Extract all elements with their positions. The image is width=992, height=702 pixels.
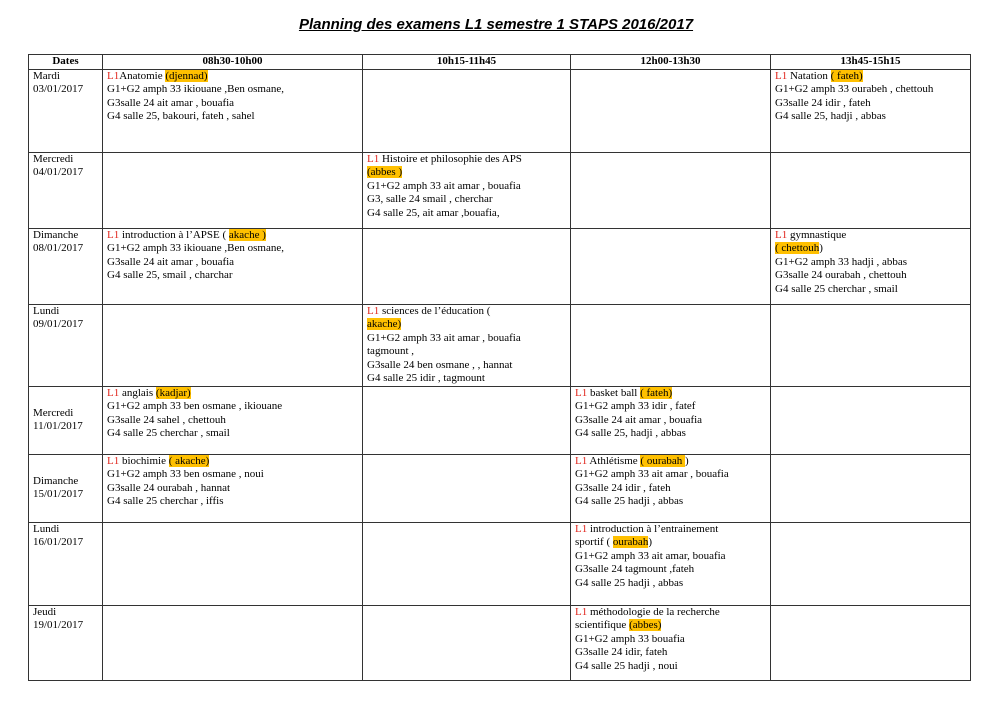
exam-cell-slot-3 bbox=[571, 304, 771, 386]
date-cell bbox=[29, 69, 103, 152]
teacher-wrap bbox=[156, 387, 191, 399]
table-row bbox=[29, 454, 971, 522]
exam-cell-slot-3 bbox=[571, 522, 771, 605]
day-label: Mardi bbox=[33, 69, 60, 82]
level-tag: L1 bbox=[775, 69, 788, 82]
group-assignment: G4 salle 25, ait amar ,bouafia, bbox=[367, 206, 500, 219]
date-cell bbox=[29, 605, 103, 680]
header-slot-3: 12h00-13h30 bbox=[571, 55, 771, 70]
table-row bbox=[29, 152, 971, 228]
date-cell bbox=[29, 454, 103, 522]
exam-cell-slot-2 bbox=[363, 605, 571, 680]
group-assignment: G1+G2 amph 33 ben osmane , ikiouane bbox=[107, 400, 283, 412]
teacher-name: ( chettouh bbox=[775, 242, 820, 254]
subject-name: Histoire et philosophie des APS bbox=[379, 152, 522, 165]
exam-subject bbox=[575, 606, 766, 620]
day-label: Mercredi bbox=[33, 152, 74, 165]
level-tag: L1 bbox=[575, 605, 588, 618]
level-tag: L1 bbox=[775, 228, 788, 241]
group-assignment: G4 salle 25 cherchar , smail bbox=[107, 427, 230, 439]
header-slot-4: 13h45-15h15 bbox=[771, 55, 971, 70]
exam-subject bbox=[107, 70, 358, 84]
teacher-name: (kadjar) bbox=[155, 386, 191, 399]
exam-cell-slot-1 bbox=[103, 304, 363, 386]
teacher-name: ourabah bbox=[612, 536, 649, 548]
level-tag: L1 bbox=[107, 386, 120, 399]
group-assignment: G4 salle 25, hadji , abbas bbox=[775, 110, 886, 122]
group-assignment: G4 salle 25 hadji , abbas bbox=[575, 576, 684, 589]
date-cell bbox=[29, 386, 103, 454]
exam-subject bbox=[367, 153, 566, 167]
teacher-name: (abbes ) bbox=[367, 166, 403, 178]
group-assignment: G3salle 24 ourabah , hannat bbox=[107, 481, 231, 494]
group-assignment: G4 salle 25 hadji , noui bbox=[575, 659, 678, 672]
exam-cell-slot-4 bbox=[771, 522, 971, 605]
day-label: Mercredi bbox=[33, 406, 74, 419]
date-label: 09/01/2017 bbox=[33, 318, 84, 330]
teacher-name: akache ) bbox=[228, 228, 266, 241]
date-label: 16/01/2017 bbox=[33, 536, 84, 548]
subject-name: introduction à l’entrainement bbox=[587, 522, 719, 535]
level-tag: L1 bbox=[107, 228, 120, 241]
subject-name-continued: sportif ( bbox=[575, 536, 613, 548]
exam-subject bbox=[107, 229, 358, 243]
date-label: 11/01/2017 bbox=[33, 420, 83, 432]
exam-subject bbox=[575, 455, 766, 469]
group-assignment: G4 salle 25, smail , charchar bbox=[107, 269, 233, 281]
exam-cell-slot-2 bbox=[363, 228, 571, 304]
teacher-wrap bbox=[367, 318, 401, 330]
exam-cell-slot-4 bbox=[771, 228, 971, 304]
page-title: Planning des examens L1 semestre 1 STAPS 2016/2017 bbox=[298, 16, 694, 33]
exam-cell-slot-1 bbox=[103, 522, 363, 605]
exam-subject bbox=[575, 387, 766, 401]
date-cell bbox=[29, 522, 103, 605]
date-cell bbox=[29, 304, 103, 386]
subject-name: gymnastique bbox=[787, 228, 847, 241]
teacher-suffix: ) bbox=[819, 242, 823, 254]
exam-teacher-line bbox=[367, 166, 566, 180]
level-tag: L1 bbox=[575, 386, 588, 399]
group-assignment: G1+G2 amph 33 ben osmane , noui bbox=[107, 468, 264, 480]
subject-name: Athlétisme bbox=[587, 454, 641, 467]
exam-cell-slot-2 bbox=[363, 152, 571, 228]
header-slot-1: 08h30-10h00 bbox=[103, 55, 363, 70]
exam-cell-slot-2 bbox=[363, 454, 571, 522]
teacher-name: (djennad) bbox=[165, 69, 208, 82]
teacher-wrap bbox=[640, 387, 672, 399]
exam-subject bbox=[775, 229, 966, 243]
exam-cell-slot-3 bbox=[571, 454, 771, 522]
group-assignment: G1+G2 amph 33 hadji , abbas bbox=[775, 255, 908, 268]
subject-name: anglais bbox=[119, 386, 156, 399]
teacher-wrap bbox=[640, 455, 688, 467]
date-cell bbox=[29, 228, 103, 304]
teacher-name: akache) bbox=[367, 318, 402, 330]
exam-subject bbox=[107, 455, 358, 469]
group-assignment: G4 salle 25, bakouri, fateh , sahel bbox=[107, 110, 255, 122]
date-label: 04/01/2017 bbox=[33, 166, 84, 178]
exam-cell-slot-3 bbox=[571, 69, 771, 152]
exam-cell-slot-1 bbox=[103, 605, 363, 680]
group-assignment: G1+G2 amph 33 ait amar , bouafia bbox=[367, 331, 521, 344]
header-slot-2: 10h15-11h45 bbox=[363, 55, 571, 70]
exam-subject-continued bbox=[575, 619, 766, 633]
group-assignment: G4 salle 25 idir , tagmount bbox=[367, 372, 485, 384]
group-assignment: G3salle 24 sahel , chettouh bbox=[107, 413, 226, 426]
day-label: Dimanche bbox=[33, 474, 79, 487]
group-assignment: G3salle 24 ait amar , bouafia bbox=[575, 413, 703, 426]
group-assignment: tagmount , bbox=[367, 345, 415, 357]
group-assignment: G3salle 24 ben osmane , , hannat bbox=[367, 358, 513, 371]
header-row bbox=[29, 55, 971, 70]
exam-cell-slot-2 bbox=[363, 386, 571, 454]
exam-teacher-line bbox=[367, 318, 566, 332]
subject-name: sciences de l’éducation ( bbox=[379, 304, 491, 317]
level-tag: L1 bbox=[107, 454, 120, 467]
teacher-wrap bbox=[165, 70, 207, 82]
header-dates: Dates bbox=[29, 55, 103, 70]
group-assignment: G1+G2 amph 33 ait amar , bouafia bbox=[575, 468, 729, 480]
date-label: 03/01/2017 bbox=[33, 83, 84, 95]
exam-cell-slot-2 bbox=[363, 69, 571, 152]
group-assignment: G3salle 24 ait amar , bouafia bbox=[107, 96, 235, 109]
day-label: Lundi bbox=[33, 522, 60, 535]
exam-cell-slot-1 bbox=[103, 386, 363, 454]
group-assignment: G1+G2 amph 33 ourabeh , chettouh bbox=[775, 83, 934, 95]
exam-cell-slot-1 bbox=[103, 454, 363, 522]
teacher-wrap bbox=[629, 619, 661, 631]
level-tag: L1 bbox=[575, 454, 588, 467]
group-assignment: G3salle 24 idir, fateh bbox=[575, 646, 668, 658]
teacher-wrap bbox=[229, 229, 266, 241]
group-assignment: G1+G2 amph 33 ait amar , bouafia bbox=[367, 179, 521, 192]
group-assignment: G4 salle 25, hadji , abbas bbox=[575, 427, 686, 439]
exam-cell-slot-3 bbox=[571, 152, 771, 228]
exam-subject bbox=[575, 523, 766, 537]
day-label: Dimanche bbox=[33, 228, 79, 241]
exam-cell-slot-4 bbox=[771, 386, 971, 454]
exam-cell-slot-3 bbox=[571, 386, 771, 454]
level-tag: L1 bbox=[367, 304, 380, 317]
exam-cell-slot-1 bbox=[103, 152, 363, 228]
level-tag: L1 bbox=[107, 69, 120, 82]
subject-name: introduction à l’APSE ( bbox=[119, 228, 229, 241]
exam-cell-slot-4 bbox=[771, 69, 971, 152]
group-assignment: G4 salle 25 hadji , abbas bbox=[575, 495, 684, 507]
teacher-wrap bbox=[169, 455, 210, 467]
exam-subject bbox=[107, 387, 358, 401]
exam-schedule-table bbox=[28, 54, 971, 681]
date-label: 08/01/2017 bbox=[33, 242, 84, 254]
group-assignment: G3salle 24 ourabah , chettouh bbox=[775, 269, 907, 281]
teacher-wrap bbox=[775, 242, 823, 254]
exam-cell-slot-2 bbox=[363, 304, 571, 386]
group-assignment: G1+G2 amph 33 idir , fatef bbox=[575, 400, 696, 412]
exam-cell-slot-3 bbox=[571, 228, 771, 304]
subject-name: Anatomie bbox=[119, 69, 166, 82]
exam-cell-slot-4 bbox=[771, 304, 971, 386]
group-assignment: G1+G2 amph 33 ikiouane ,Ben osmane, bbox=[107, 242, 284, 254]
subject-name: Natation bbox=[787, 69, 831, 82]
teacher-name: ( fateh) bbox=[830, 69, 863, 82]
teacher-suffix: ) bbox=[648, 536, 652, 548]
exam-cell-slot-2 bbox=[363, 522, 571, 605]
group-assignment: G3salle 24 ait amar , bouafia bbox=[107, 255, 235, 268]
teacher-name: ( fateh) bbox=[640, 386, 673, 399]
teacher-wrap bbox=[831, 70, 863, 82]
exam-teacher-line bbox=[775, 242, 966, 256]
group-assignment: G1+G2 amph 33 bouafia bbox=[575, 632, 685, 645]
group-assignment: G1+G2 amph 33 ikiouane ,Ben osmane, bbox=[107, 83, 284, 95]
day-label: Lundi bbox=[33, 304, 60, 317]
teacher-suffix: ) bbox=[685, 454, 689, 467]
teacher-name: ( ourabah bbox=[640, 454, 685, 467]
exam-cell-slot-1 bbox=[103, 228, 363, 304]
date-cell bbox=[29, 152, 103, 228]
exam-subject-continued bbox=[575, 536, 766, 550]
teacher-wrap bbox=[613, 536, 652, 548]
table-row bbox=[29, 228, 971, 304]
exam-cell-slot-4 bbox=[771, 454, 971, 522]
exam-subject bbox=[367, 305, 566, 319]
date-label: 15/01/2017 bbox=[33, 488, 84, 500]
day-label: Jeudi bbox=[33, 605, 57, 618]
level-tag: L1 bbox=[367, 152, 380, 165]
level-tag: L1 bbox=[575, 522, 588, 535]
teacher-name: (abbes) bbox=[629, 619, 662, 631]
subject-name: méthodologie de la recherche bbox=[587, 605, 720, 618]
teacher-name: ( akache) bbox=[168, 454, 210, 467]
group-assignment: G3, salle 24 smail , cherchar bbox=[367, 193, 493, 205]
table-row bbox=[29, 605, 971, 680]
exam-subject bbox=[775, 70, 966, 84]
teacher-wrap bbox=[367, 166, 402, 178]
subject-name: basket ball bbox=[587, 386, 641, 399]
group-assignment: G3salle 24 idir , fateh bbox=[775, 96, 871, 109]
exam-cell-slot-4 bbox=[771, 152, 971, 228]
table-row bbox=[29, 522, 971, 605]
group-assignment: G4 salle 25 cherchar , iffis bbox=[107, 495, 224, 507]
group-assignment: G1+G2 amph 33 ait amar, bouafia bbox=[575, 549, 726, 562]
table-row bbox=[29, 69, 971, 152]
exam-cell-slot-1 bbox=[103, 69, 363, 152]
group-assignment: G3salle 24 tagmount ,fateh bbox=[575, 563, 695, 575]
subject-name: biochimie bbox=[119, 454, 169, 467]
table-row bbox=[29, 386, 971, 454]
group-assignment: G4 salle 25 cherchar , smail bbox=[775, 282, 898, 295]
table-row bbox=[29, 304, 971, 386]
exam-cell-slot-4 bbox=[771, 605, 971, 680]
exam-cell-slot-3 bbox=[571, 605, 771, 680]
group-assignment: G3salle 24 idir , fateh bbox=[575, 481, 671, 494]
subject-name-continued: scientifique bbox=[575, 619, 630, 631]
date-label: 19/01/2017 bbox=[33, 619, 84, 631]
